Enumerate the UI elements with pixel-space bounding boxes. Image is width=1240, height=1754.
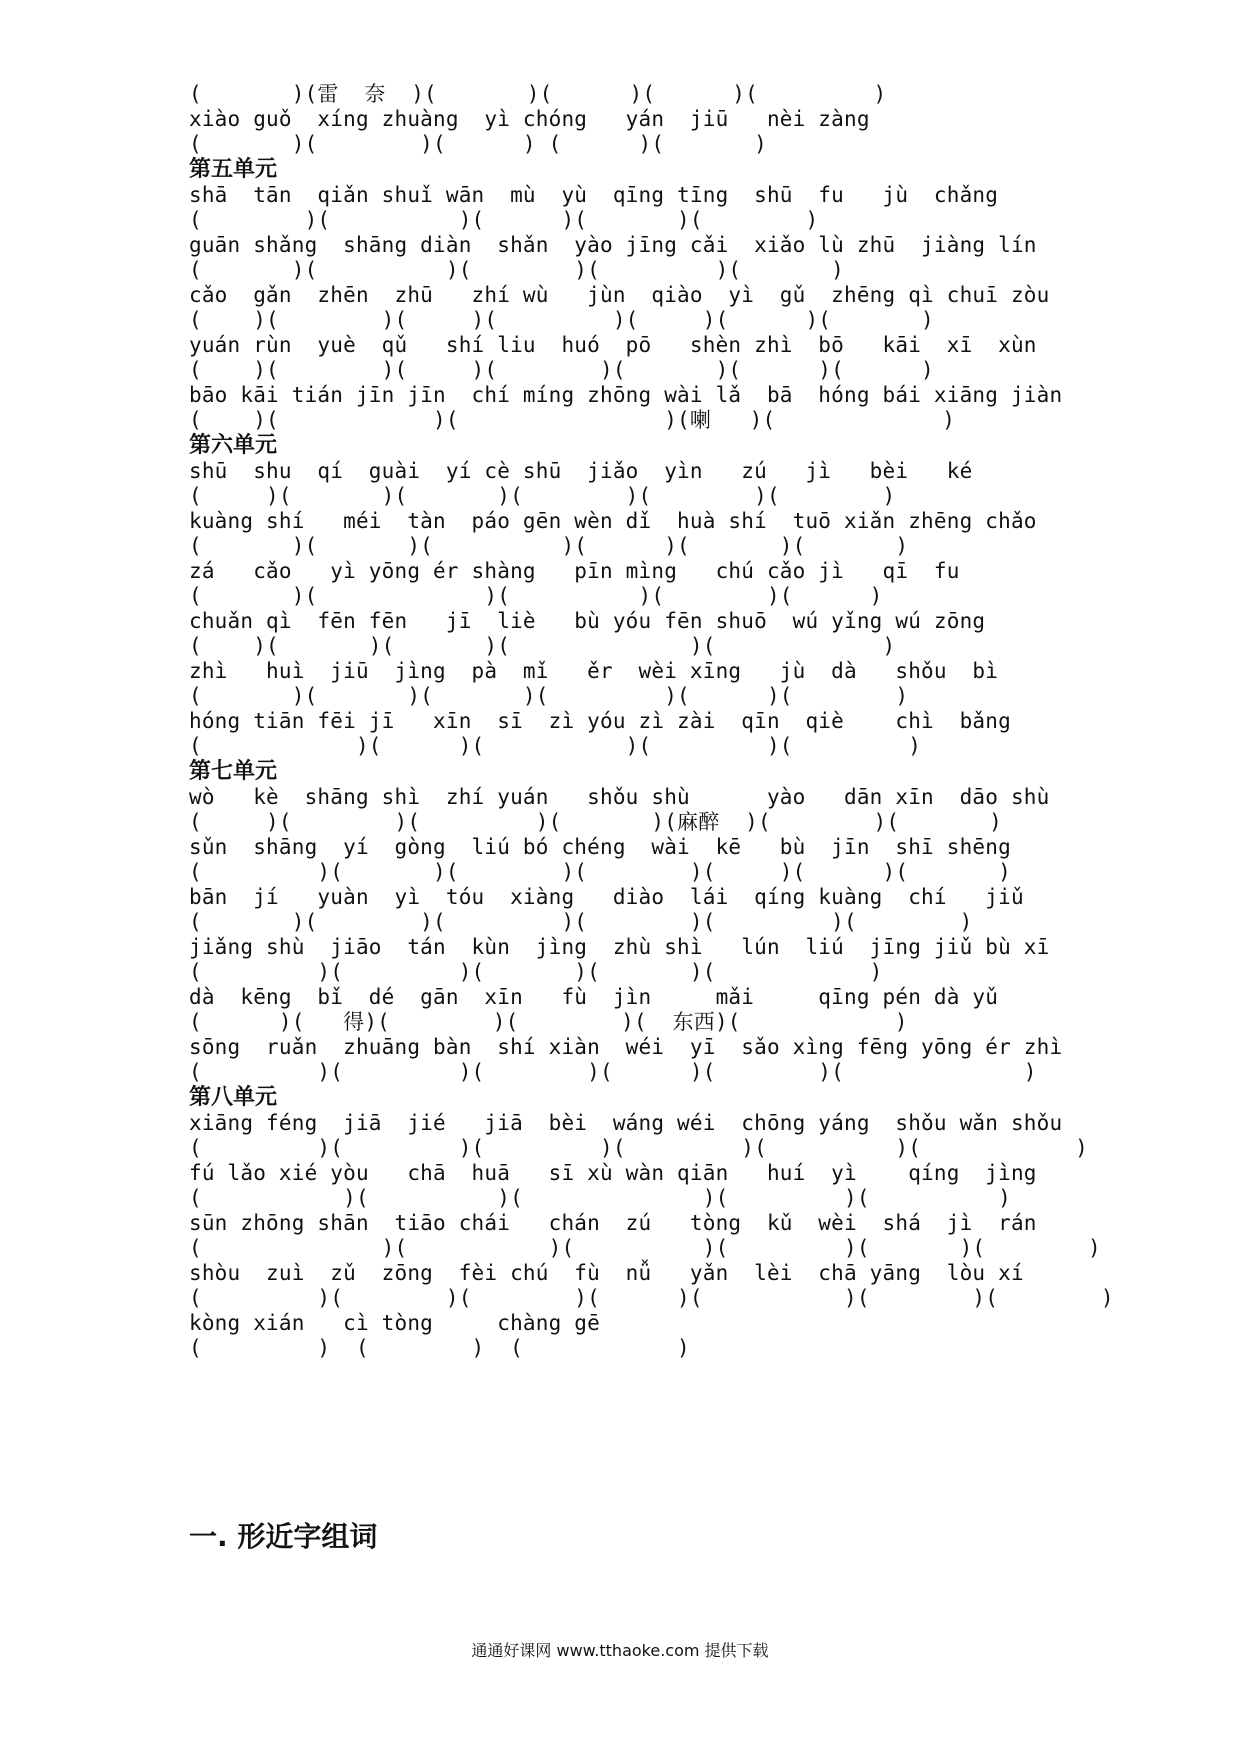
answer-blanks-line: ( )( )( )( )( )( ): [189, 910, 973, 934]
answer-blanks-line: ( )( )( )( )( )( )( ): [189, 358, 934, 382]
answer-blanks-line: ( )( )( )( )( ): [189, 208, 819, 232]
answer-blanks-line: ( )( )( )( )( )( )( ): [189, 860, 1011, 884]
answer-blanks-line: ( )( )( )( )( ): [189, 634, 896, 658]
pinyin-line: zá cǎo yì yōng ér shàng pīn mìng chú cǎo jì qī fu: [189, 559, 960, 583]
page-footer: 通通好课网 www.tthaoke.com 提供下载: [471, 1641, 769, 1660]
answer-blanks-line: ( )(雷 奈 )( )( )( )( ): [189, 82, 887, 106]
pinyin-line: kuàng shí méi tàn páo gēn wèn dǐ huà shí tuō xiǎn zhēng chǎo: [189, 509, 1037, 533]
unit-heading: 第八单元: [189, 1085, 278, 1110]
pinyin-line: bān jí yuàn yì tóu xiàng diào lái qíng kuàng chí jiǔ: [189, 885, 1024, 909]
answer-blanks-line: ( )( )( ) ( )( ): [189, 132, 767, 156]
answer-blanks-line: ( )( )( )( )( )( )( ): [189, 308, 934, 332]
unit-heading: 第七单元: [189, 759, 278, 784]
pinyin-line: chuǎn qì fēn fēn jī liè bù yóu fēn shuō wú yǐng wú zōng: [189, 609, 986, 633]
answer-blanks-line: ( )( )( )( )( )( ): [189, 684, 909, 708]
pinyin-worksheet: [189, 82, 1114, 1361]
pinyin-line: sūn zhōng shān tiāo chái chán zú tòng kǔ wèi shá jì rán: [189, 1211, 1037, 1235]
answer-blanks-line: ( )( )( )(喇 )( ): [189, 408, 956, 432]
pinyin-line: shòu zuì zǔ zōng fèi chú fù nǚ yǎn lèi chā yāng lòu xí: [189, 1261, 1024, 1285]
pinyin-line: xiào guǒ xíng zhuàng yì chóng yán jiū nèi zàng: [189, 107, 870, 131]
pinyin-line: bāo kāi tián jīn jīn chí míng zhōng wài lǎ bā hóng bái xiāng jiàn: [189, 383, 1063, 407]
pinyin-line: hóng tiān fēi jī xīn sī zì yóu zì zài qīn qiè chì bǎng: [189, 709, 1011, 733]
pinyin-line: sōng ruǎn zhuāng bàn shí xiàn wéi yī sǎo xìng fēng yōng ér zhì: [189, 1035, 1063, 1059]
answer-blanks-line: ( )( )( )( )( )( ): [189, 1060, 1037, 1084]
pinyin-line: guān shǎng shāng diàn shǎn yào jīng cǎi xiǎo lù zhū jiàng lín: [189, 233, 1037, 257]
answer-blanks-line: ( )( )( )( )( )( ): [189, 1236, 1101, 1260]
pinyin-line: jiǎng shù jiāo tán kùn jìng zhù shì lún liú jīng jiǔ bù xī: [189, 935, 1050, 959]
pinyin-line: wò kè shāng shì zhí yuán shǒu shù yào dān xīn dāo shù: [189, 785, 1050, 809]
answer-blanks-line: ( )( )( )( )(麻醉 )( )( ): [189, 810, 1002, 834]
answer-blanks-line: ( )( 得)( )( )( 东西)( ): [189, 1010, 908, 1034]
pinyin-line: shū shu qí guài yí cè shū jiǎo yìn zú jì bèi ké: [189, 459, 973, 483]
unit-heading: 第六单元: [189, 433, 278, 458]
pinyin-line: xiāng féng jiā jié jiā bèi wáng wéi chōng yáng shǒu wǎn shǒu: [189, 1111, 1063, 1135]
pinyin-line: sǔn shāng yí gòng liú bó chéng wài kē bù jīn shī shēng: [189, 835, 1011, 859]
answer-blanks-line: ( )( )( )( )( ): [189, 258, 844, 282]
unit-heading: 第五单元: [189, 157, 278, 182]
pinyin-line: yuán rùn yuè qǔ shí liu huó pō shèn zhì bō kāi xī xùn: [189, 333, 1037, 357]
answer-blanks-line: ( )( )( )( )( ): [189, 584, 883, 608]
pinyin-line: dà kēng bǐ dé gān xīn fù jìn mǎi qīng pén dà yǔ: [189, 985, 999, 1009]
answer-blanks-line: ( )( )( )( )( ): [189, 734, 922, 758]
answer-blanks-line: ( ) ( ) ( ): [189, 1336, 690, 1360]
answer-blanks-line: ( )( )( )( )( )( )( ): [189, 1286, 1114, 1310]
pinyin-line: cǎo gǎn zhēn zhū zhí wù jùn qiào yì gǔ zhēng qì chuī zòu: [189, 283, 1050, 307]
answer-blanks-line: ( )( )( )( )( ): [189, 960, 883, 984]
answer-blanks-line: ( )( )( )( )( )( ): [189, 534, 909, 558]
section-title: 一. 形近字组词: [189, 1520, 378, 1553]
pinyin-line: kòng xián cì tòng chàng gē: [189, 1311, 600, 1335]
answer-blanks-line: ( )( )( )( )( )( ): [189, 1136, 1089, 1160]
answer-blanks-line: ( )( )( )( )( ): [189, 1186, 1011, 1210]
answer-blanks-line: ( )( )( )( )( )( ): [189, 484, 896, 508]
pinyin-line: fú lǎo xié yòu chā huā sī xù wàn qiān huí yì qíng jìng: [189, 1161, 1037, 1185]
pinyin-line: zhì huì jiū jìng pà mǐ ěr wèi xīng jù dà shǒu bì: [189, 659, 999, 683]
pinyin-line: shā tān qiǎn shuǐ wān mù yù qīng tīng shū fu jù chǎng: [189, 183, 999, 207]
